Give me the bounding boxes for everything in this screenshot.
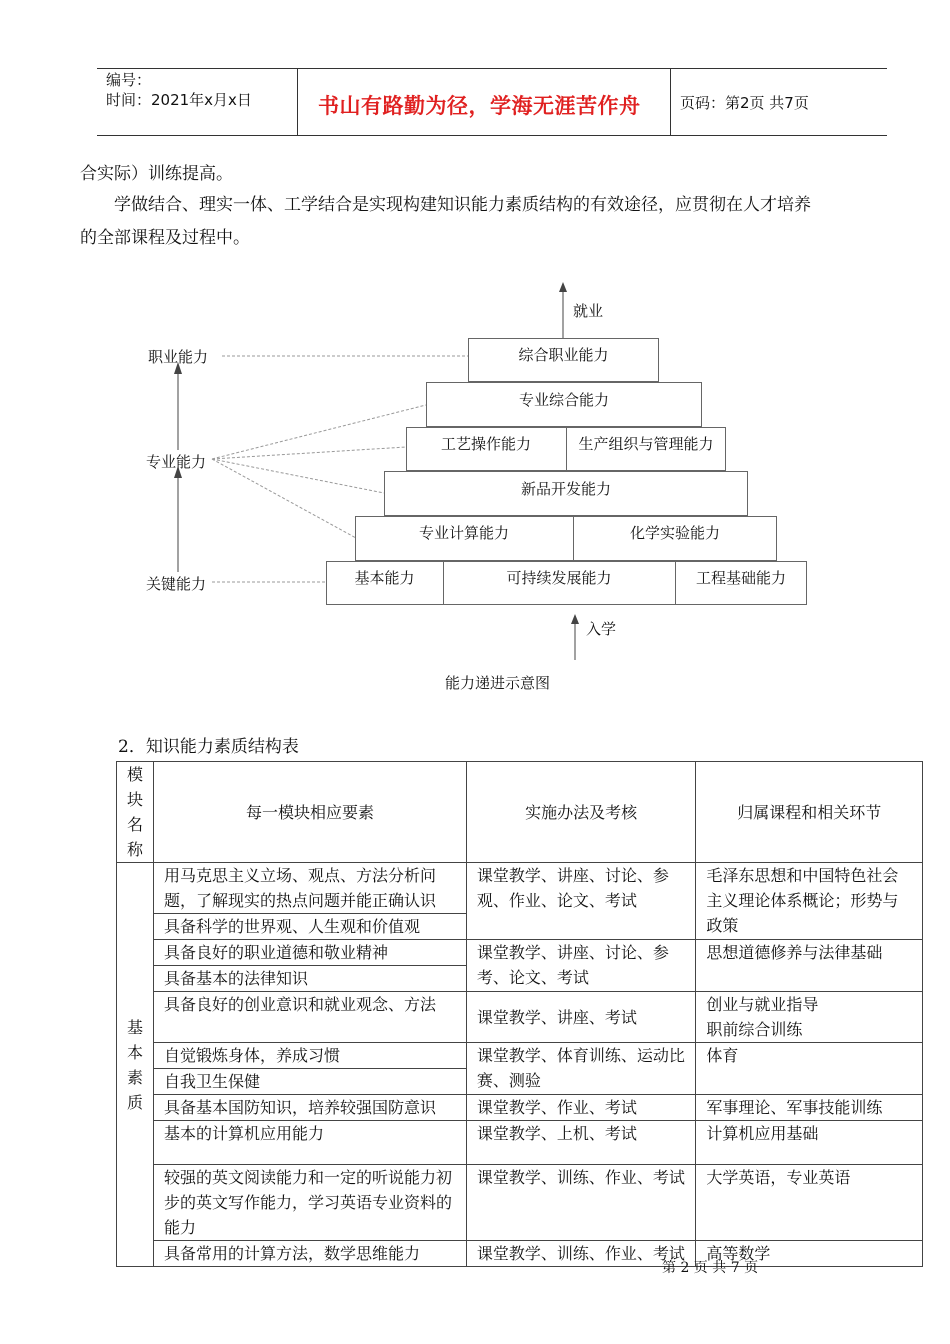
table-row — [117, 1095, 923, 1121]
method-cell: 课堂教学、讲座、考试 — [466, 992, 696, 1043]
method-cell: 课堂教学、讲座、讨论、参观、作业、论文、考试 — [466, 863, 696, 940]
body-line-1: 合实际）训练提高。 — [80, 164, 233, 184]
element-text: 具备良好的创业意识和就业观念、方法 — [164, 995, 437, 1014]
leader-prof-1 — [212, 405, 426, 459]
table-row — [117, 940, 923, 992]
module-name-cell: 基本素质 — [117, 863, 154, 1267]
diagram-caption: 能力递进示意图 — [445, 674, 551, 692]
method-cell: 课堂教学、训练、作业、考试 — [466, 1241, 696, 1267]
elements-cell — [154, 1095, 467, 1121]
table-row — [117, 1165, 923, 1241]
label-career-ability: 职业能力 — [148, 348, 209, 366]
elements-cell — [154, 1241, 467, 1267]
section-title: 2．知识能力素质结构表 — [118, 737, 299, 757]
label-employment: 就业 — [573, 302, 604, 320]
elements-cell — [154, 992, 467, 1043]
level-6-item-2: 可持续发展能力 — [506, 569, 612, 587]
elements-cell — [154, 1043, 467, 1095]
level-3-item-2: 生产组织与管理能力 — [578, 435, 714, 453]
table-row — [117, 1121, 923, 1165]
label-enrollment: 入学 — [586, 620, 617, 638]
table-row — [117, 1043, 923, 1095]
element-text: 自觉锻炼身体，养成习惯 — [164, 1046, 341, 1065]
method-cell: 课堂教学、讲座、讨论、参考、论文、考试 — [466, 940, 696, 992]
elements-cell — [154, 863, 467, 940]
header-time-label: 时间：2021年x月x日 — [106, 91, 252, 109]
level-4-item: 新品开发能力 — [520, 480, 611, 498]
course-cell: 高等数学 — [696, 1241, 923, 1267]
elements-cell — [154, 1121, 467, 1165]
leader-prof-4 — [212, 459, 356, 538]
level-2-item: 专业综合能力 — [518, 391, 609, 409]
course-cell: 毛泽东思想和中国特色社会主义理论体系概论；形势与政策 — [696, 863, 923, 940]
method-cell: 课堂教学、作业、考试 — [466, 1095, 696, 1121]
course-cell: 创业与就业指导 职前综合训练 — [696, 992, 923, 1043]
element-text: 具备基本的法律知识 — [154, 965, 466, 991]
header-elements: 每一模块相应要素 — [154, 762, 467, 863]
method-cell: 课堂教学、体育训练、运动比赛、测验 — [466, 1043, 696, 1095]
body-line-2: 学做结合、理实一体、工学结合是实现构建知识能力素质结构的有效途径，应贯彻在人才培养 — [114, 195, 811, 215]
elements-cell — [154, 1165, 467, 1241]
element-text: 具备科学的世界观、人生观和价值观 — [154, 913, 466, 939]
course-cell: 计算机应用基础 — [696, 1121, 923, 1165]
body-line-3: 的全部课程及过程中。 — [80, 228, 250, 248]
header-page-label: 页码：第2页 共7页 — [680, 94, 809, 112]
header-course: 归属课程和相关环节 — [696, 762, 923, 863]
course-cell: 思想道德修养与法律基础 — [696, 940, 923, 992]
level-1-item: 综合职业能力 — [518, 346, 609, 364]
label-professional-ability: 专业能力 — [146, 453, 207, 471]
table-header-row — [117, 762, 923, 863]
element-text: 较强的英文阅读能力和一定的听说能力初步的英文写作能力，学习英语专业资料的能力 — [164, 1168, 453, 1237]
header-motto: 书山有路勤为径，学海无涯苦作舟 — [318, 94, 641, 118]
element-text: 基本的计算机应用能力 — [164, 1124, 325, 1143]
element-text: 具备良好的职业道德和敬业精神 — [164, 943, 389, 962]
element-text: 用马克思主义立场、观点、方法分析问题，了解现实的热点问题并能正确认识 — [164, 866, 437, 910]
label-key-ability: 关键能力 — [146, 575, 207, 593]
level-5-item-1: 专业计算能力 — [418, 524, 509, 542]
leader-prof-2 — [212, 447, 406, 459]
table-row — [117, 992, 923, 1043]
course-cell: 体育 — [696, 1043, 923, 1095]
method-cell: 课堂教学、上机、考试 — [466, 1121, 696, 1165]
elements-cell — [154, 940, 467, 992]
table-row — [117, 863, 923, 940]
table-row — [117, 1241, 923, 1267]
header-module-name: 模块名称 — [117, 762, 154, 863]
leader-prof-3 — [212, 459, 384, 493]
bottom-arrow-head — [571, 614, 579, 624]
header-number-label: 编号： — [106, 71, 152, 89]
course-cell: 大学英语，专业英语 — [696, 1165, 923, 1241]
method-cell: 课堂教学、训练、作业、考试 — [466, 1165, 696, 1241]
element-text: 具备常用的计算方法，数学思维能力 — [164, 1244, 421, 1263]
element-text: 具备基本国防知识，培养较强国防意识 — [164, 1098, 437, 1117]
header-method: 实施办法及考核 — [466, 762, 696, 863]
course-cell: 军事理论、军事技能训练 — [696, 1095, 923, 1121]
level-3-item-1: 工艺操作能力 — [440, 435, 531, 453]
top-arrow-head — [559, 282, 567, 292]
page-footer: 第 2 页 共 7 页 — [662, 1260, 759, 1276]
level-6-item-1: 基本能力 — [354, 569, 415, 587]
level-5-item-2: 化学实验能力 — [629, 524, 720, 542]
knowledge-structure-table — [116, 761, 923, 1267]
element-text: 自我卫生保健 — [154, 1068, 466, 1094]
level-6-item-3: 工程基础能力 — [695, 569, 786, 587]
